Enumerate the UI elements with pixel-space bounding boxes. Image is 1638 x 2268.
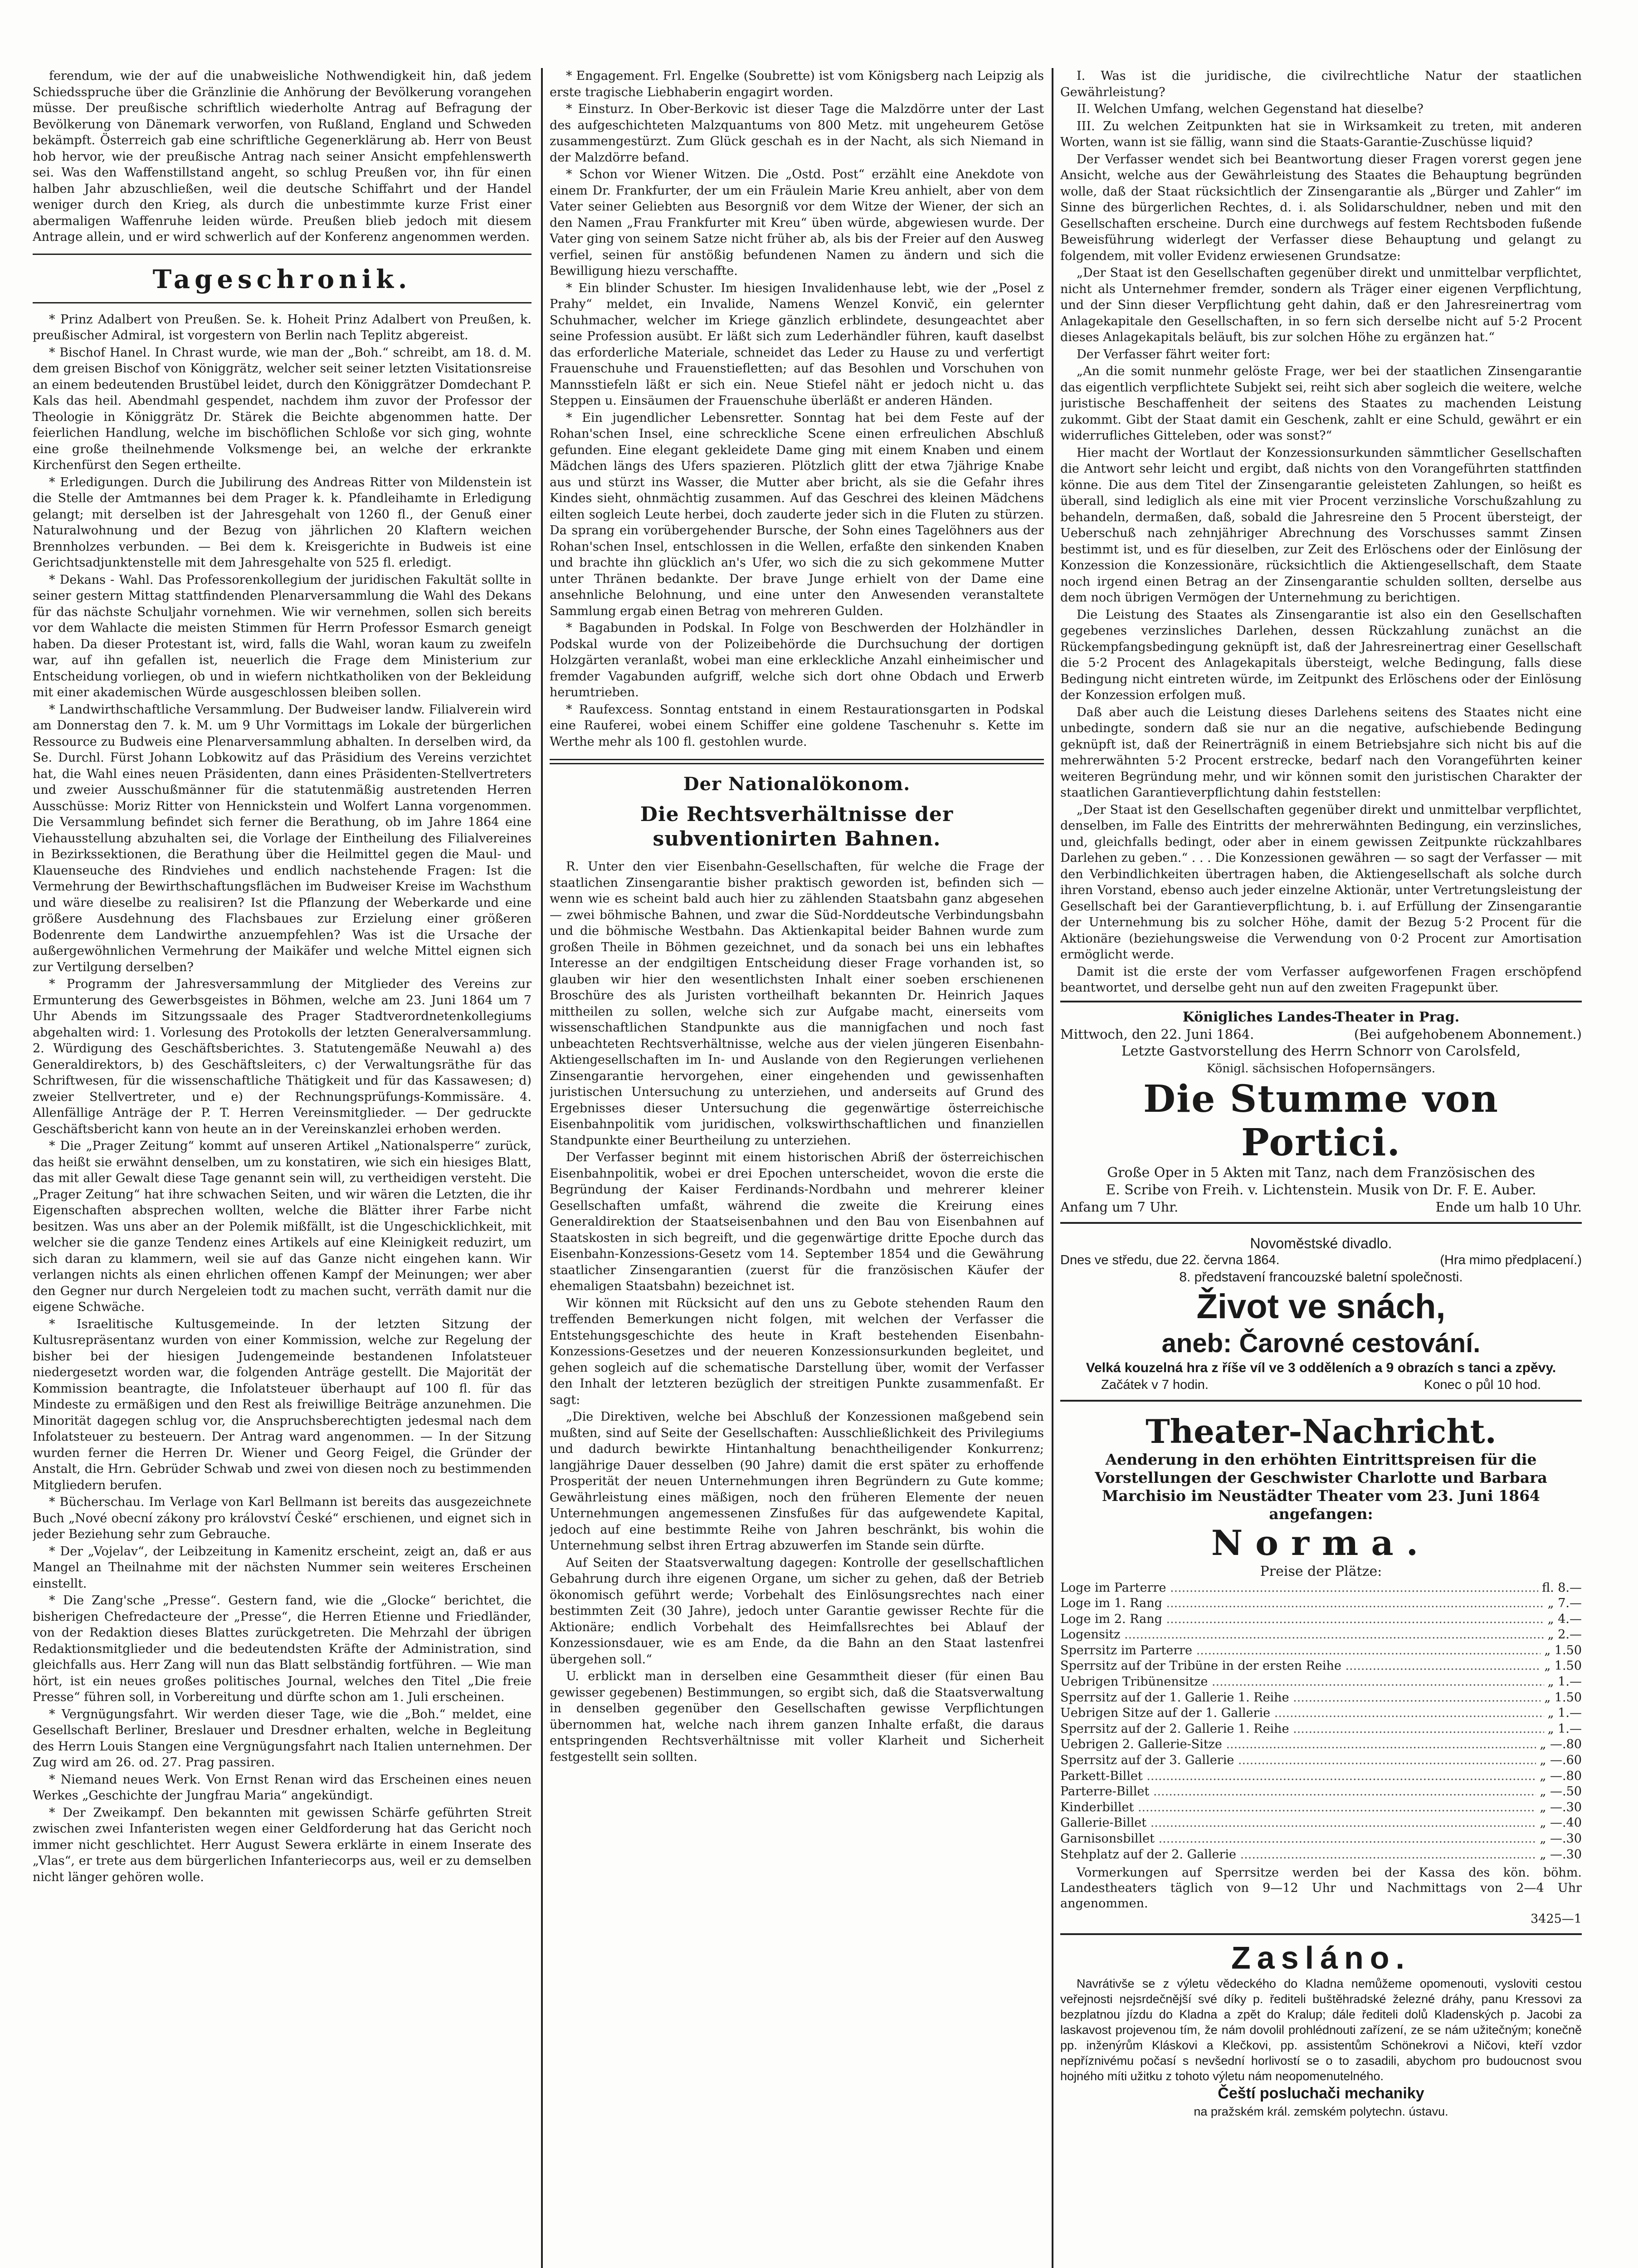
- price-label: Uebrigen Sitze auf der 1. Gallerie .....: [1060, 1706, 1544, 1721]
- article-paragraph: II. Welchen Umfang, welchen Gegenstand hat dieselbe?: [1077, 102, 1424, 116]
- price-value: „ 1.—: [1547, 1721, 1582, 1736]
- news-item: * Ein blinder Schuster. Im hiesigen Invalidenhause lebt, wie der „Posel z Prahy“ meldet, ein Invalide, Namens Wenzel Konvič, ein gelernter Schuhmacher, welcher im Kriege gänzlich erblindete, desungeachtet aber seine Profession ausübt. Er läßt sich zum Lederhändler führen, kauft daselbst das erforderliche Materiale, schneidet das Leder zu Hause zu und verfertigt Frauenschuhe und Frauenstiefletten; auf das Besohlen und Vorschuhen von Mannsstiefeln läßt er sich ein. Neue Stiefel näht er jedoch nicht u. das Steppen u. Einsäumen der Frauenschuhe überläßt er anderen Händen.: [550, 281, 1044, 408]
- column-3: [1060, 68, 1582, 2268]
- column-rule-left: [541, 68, 543, 2268]
- price-value: „ —.30: [1540, 1832, 1582, 1846]
- ad-line: Letzte Gastvorstellung des Herrn Schnorr von Carolsfeld,: [1121, 1043, 1521, 1059]
- price-value: „ 1.50: [1544, 1643, 1582, 1657]
- theater-ad-landestheater: [1060, 1001, 1582, 1224]
- price-value: „ 4.—: [1547, 1612, 1582, 1626]
- article-paragraph: „Der Staat ist den Gesellschaften gegenüber direkt und unmittelbar verpflichtet, denselben, im Falle des Eintritts der mehrerwähnten Bedingung, ein verzinsliches, und, gleichfalls bedingt, oder aber in einem gewissen Zeitpunkte rückzahlbares Darlehen zu geben.“ . . . Die Konzessionen gewähren — so sagt der Verfasser — mit den Verbindlichkeiten übertragen haben, die Aktiengesellschaft als solche durch ihren Vorstand, ebenso auch jeder einzelne Aktionär, unter Vertretungsleistung der Gesellschaft bei der Garantieverpflichtung, b. i. auf Erfüllung der Zinsengarantie der Unternehmung bis zu solcher Höhe, damit der Bezug 5·2 Procent für die Aktionäre (beziehungsweise die Verwendung von 0·2 Procent zur Amortisation ermöglicht werde.: [1060, 802, 1582, 962]
- price-row: [1060, 1612, 1582, 1628]
- price-row: [1060, 1721, 1582, 1737]
- price-label: Sperrsitz auf der Tribüne in der ersten Reihe .....: [1060, 1658, 1540, 1674]
- article-paragraph: Daß aber auch die Leistung dieses Darlehens seitens des Staates nicht eine unbedingte, sondern daß sie nur an die negative, aufschiebende Bedingung geknüpft ist, daß der Reinerträgniß in einem Betriebsjahre sich nicht bis auf die mehrerwähnten 5·2 Procent erstrecke, bedarf nach den Vorangeführten keiner weiteren Begründung mehr, und wir können somit den juristischen Charakter der staatlichen Garantieverpflichtung dahin feststellen:: [1060, 705, 1582, 800]
- news-item: * Niemand neues Werk. Von Ernst Renan wird das Erscheinen eines neuen Werkes „Geschichte der Jungfrau Maria“ angekündigt.: [33, 1772, 531, 1803]
- ad-date-row: [1060, 1026, 1582, 1043]
- column-rule-right: [1052, 68, 1053, 2268]
- price-label: Loge im 2. Rang .....: [1060, 1612, 1544, 1628]
- news-item: * Die „Prager Zeitung“ kommt auf unseren Artikel „Nationalsperre“ zurück, das heißt sie erwähnt denselben, um zu konstatiren, wie sich ein hiesiges Blatt, das mit aller Gewalt diese Tage genannt sein will, zu vertheidigen versteht. Die „Prager Zeitung“ hat ihre schwachen Seiten, und wir wären die Letzten, die ihr Eigenschaften absprechen wollten, welche die Blätter ihrer Farbe nicht besitzen. Was uns aber an der Polemik mißfällt, ist die Ungeschicklichkeit, mit welcher sie die ganze Tendenz eines Artikels auf eine Kleinigkeit reduzirt, um sich daran zu klammern, weil sie auf das Ganze nicht eingehen kann. Wir verlangen nichts als einen ehrlichen offenen Kampf der Meinungen; wer aber den Gegner nur durch Nergeleien todt zu machen sucht, verräth damit nur die eigene Schwäche.: [33, 1139, 531, 1314]
- price-row: [1060, 1784, 1582, 1800]
- ad-heading: Königliches Landes-Theater in Prag.: [1182, 1009, 1460, 1025]
- ad-title: Život ve snách,: [1196, 1287, 1446, 1326]
- price-value: „ —.60: [1540, 1753, 1582, 1768]
- price-value: „ 7.—: [1547, 1596, 1582, 1611]
- ad-subheading: Aenderung in den erhöhten Eintrittspreisen für die Vorstellungen der Geschwister Charlotte und Barbara Marchisio im Neustädter Theater vom 23. Juni 1864 angefangen:: [1095, 1450, 1547, 1523]
- price-value: „ —.30: [1540, 1847, 1582, 1862]
- price-row: [1060, 1706, 1582, 1721]
- article-paragraph: „Die Direktiven, welche bei Abschluß der Konzessionen maßgebend sein mußten, sind auf Seite der Gesellschaften: Ausschließlichkeit des Privilegiums und dadurch bewirkte Hintanhaltung benachtheiligender Konkurrenz; langjährige Dauer desselben (90 Jahre) damit die erst später zu erhoffende Prosperität der neuen Unternehmungen ihren Begründern zu Gute komme; Gewährleistung eines mäßigen, noch den früheren Elemente der neuen Unternehmungen angemessenen Zinsfußes für das aufgewendete Kapital, jedoch auf eine bestimmte Reihe von Jahren beschränkt, bis wohin die Unternehmung selbst ihren Ertrag abzuwerfen im Stande sein dürfte.: [550, 1410, 1044, 1553]
- news-item: * Schon vor Wiener Witzen. Die „Ostd. Post“ erzählt eine Anekdote von einem Dr. Frankfurter, der um ein Fräulein Marie Kreu anhielt, aber von dem Vater seiner Geliebten aus Besorgniß vor dem Witze der Wiener, der sich an den Namen „Frau Frankfurter mit Kreu“ üben würde, abgewiesen wurde. Der Vater ging von seinem Satze nicht früher ab, als bis der Freier auf den Ausweg verfiel, seinen für anstößig befundenen Namen zu ändern und sich die Bewilligung hiezu verschaffte.: [550, 167, 1044, 278]
- price-row: [1060, 1580, 1582, 1596]
- ad-note: Vormerkungen auf Sperrsitze werden bei der Kassa des kön. böhm. Landestheaters täglich von 9—12 Uhr und Nachmittags von 2—4 Uhr angenommen.: [1060, 1866, 1582, 1911]
- price-value: „ 1.—: [1547, 1706, 1582, 1721]
- ad-desc: Große Oper in 5 Akten mit Tanz, nach dem Französischen des: [1107, 1164, 1535, 1181]
- price-label: Gallerie-Billet .....: [1060, 1815, 1536, 1831]
- ad-heading: Theater-Nachricht.: [1146, 1412, 1497, 1451]
- price-value: „ —.50: [1540, 1784, 1582, 1799]
- news-item: * Prinz Adalbert von Preußen. Se. k. Hoheit Prinz Adalbert von Preußen, k. preußischer Admiral, ist vorgestern von Berlin nach Teplitz abgereist.: [33, 312, 531, 342]
- price-row: [1060, 1753, 1582, 1769]
- news-item: * Bischof Hanel. In Chrast wurde, wie man der „Boh.“ schreibt, am 18. d. M. dem greisen Bischof von Königgrätz, welcher seit seiner letzten Visitationsreise an einem bedeutenden Brustübel leidet, durch den Königgrätzer Domdechant P. Kals das heil. Abendmahl gespendet, nachdem ihm zuvor der Professor der Theologie in Königgrätz Dr. Stärek die Beichte abgenommen hatte. Der feierlichen Handlung, welche im bischöflichen Schloße vor sich ging, wohnte eine große theilnehmende Volksmenge bei, an welche der erkrankte Kirchenfürst den Segen ertheilte.: [33, 345, 531, 472]
- news-item: * Einsturz. In Ober-Berkovic ist dieser Tage die Malzdörre unter der Last des aufgeschichteten Malzquantums von 800 Metz. mit ungeheurem Getöse zusammengestürzt. Zum Glück geschah es in der Nacht, als sich Niemand in der Malzdörre befand.: [550, 102, 1044, 165]
- price-row: [1060, 1596, 1582, 1612]
- notice-signature-sub: na pražském král. zemském polytechn. ústavu.: [1194, 2105, 1448, 2119]
- notice-text: Navrátivše se z výletu vědeckého do Kladna nemůžeme opomenouti, vysloviti cestou veřejnosti nejsrdečnější své díky p. řediteli buštěhradské železné dráhy, panu Kressovi za bezplatnou jízdu do Kladna a zpět do Kralup; dále řediteli dolů Kladenských p. Jacobi za laskavost projevenou tím, že nám dovolil prohlédnouti zařízení, ze se nám užitečným; konečně pp. inženýrům Kláskovi a Klečkovi, pp. assistentům Schönekrovi a Ničovi, kteří vzdor nepříznivému počasí s nevšední horlivostí se o to zasadili, abychom pro budoucnost svou hojného míti užitku z tohoto výletu nám neopomenutelného.: [1060, 1977, 1582, 2083]
- ad-desc: E. Scribe von Freih. v. Lichtenstein. Musik von Dr. F. E. Auber.: [1106, 1182, 1536, 1198]
- news-item: * Vergnügungsfahrt. Wir werden dieser Tage, wie die „Boh.“ meldet, eine Gesellschaft Berliner, Breslauer und Dresdner erhalten, welche in Begleitung des Herrn Louis Stangen eine Vergnügungsfahrt nach Italien unternehmen. Der Zug wird am 26. od. 27. Prag passiren.: [33, 1707, 531, 1769]
- divider: [33, 302, 531, 303]
- news-item: * Israelitische Kultusgemeinde. In der letzten Sitzung der Kultusrepräsentanz wurden von einer Kommission, welche zur Regelung der bisher bei der hiesigen Judengemeinde bestandenen Infolatsteuer niedergesetzt worden war, die folgenden Anträge gestellt. Die Majorität der Kommission beantragte, die Infolatsteuer überhaupt auf 100 fl. für das Mindeste zu ermäßigen und den Rest als freiwillige Beiträge anzunehmen. Die Minorität dagegen schlug vor, die Anspruchsberechtigten jedesmal nach dem Infolatsteuer zu besteuern. Der Antrag ward angenommen. — In der Sitzung wurden ferner die Herren Dr. Wiener und Georg Feigel, die Gründer der Anstalt, die Hrn. Gebrüder Schwab und zwei von diesen noch zu bestimmenden Mitgliedern berufen.: [33, 1317, 531, 1492]
- article-paragraph: „Der Staat ist den Gesellschaften gegenüber direkt und unmittelbar verpflichtet, nicht als Unternehmer fremder, sondern als Träger einer eigenen Verpflichtung, und der Sinn dieser Verpflichtung geht dahin, daß er den Jahresreinertrag vom Anlagekapitale den Gesellschaften, in so fern sich derselbe nicht auf 5·2 Procent dieses Anlagekapitals beläuft, bis zur solchen Höhe zu ergänzen hat.“: [1060, 266, 1582, 344]
- price-value: „ —.80: [1540, 1769, 1582, 1783]
- ad-line: 8. představení francouzské baletní společnosti.: [1179, 1269, 1463, 1285]
- news-item: * Landwirthschaftliche Versammlung. Der Budweiser landw. Filialverein wird am Donnerstag den 7. k. M. um 9 Uhr Vormittags im Lokale der bürgerlichen Ressource zu Budweis eine Plenarversammlung abhalten. In derselben wird, da Se. Durchl. Fürst Johann Lobkowitz auf das Präsidium des Vereins verzichtet hat, die Wahl eines neuen Präsidenten, dann eines Präsidenten-Stellvertreters und zweier Ausschußmänner für die statutenmäßig austretenden Herren Ausschüsse: Moriz Ritter von Hennickstein und Wolfert Lanna vorgenommen. Die Versammlung befindet sich ferner die Berathung, ob im Jahre 1864 eine Viehausstellung abzuhalten sei, die Vorlage der Eintheilung des Filialvereines in Bezirkssektionen, die Berathung über die Heilmittel gegen die Maul- und Klauenseuche des Rindviehes und endlich nachstehende Fragen: Ist die Vermehrung der Bewirthschaftungsflächen im Budweiser Kreise im Wachsthum und wäre dieselbe zu realisiren? Ist die Pflanzung der Weberkarde und eine größere Ausdehnung des Flachsbaues zur Erzielung einer größeren Bodenrente dem Landwirthe anzuempfehlen? Was ist die Ursache der außergewöhnlichen Vermehrung der Maikäfer und welche Mittel eignen sich zur Vertilgung derselben?: [33, 702, 531, 974]
- news-item: * Erledigungen. Durch die Jubilirung des Andreas Ritter von Mildenstein ist die Stelle der Amtmannes bei dem Prager k. k. Pfandleihamte in Erledigung gelangt; mit derselben ist der Jahresgehalt von 1260 fl., der Genuß einer Naturalwohnung und der Bezug von jährlichen 20 Klaftern weichen Brennholzes verbunden. — Bei dem k. Kreisgerichte in Budweis ist eine Gerichtsadjunktenstelle mit dem Jahresgehalte von 525 fl. erledigt.: [33, 475, 531, 570]
- news-item: * Bücherschau. Im Verlage von Karl Bellmann ist bereits das ausgezeichnete Buch „Nové obecní zákony pro království České“ erschienen, und eignet sich in jeder Beziehung sehr zum Gebrauche.: [33, 1495, 531, 1541]
- news-item: * Engagement. Frl. Engelke (Soubrette) ist vom Königsberg nach Leipzig als erste tragische Liebhaberin engagirt worden.: [550, 69, 1044, 99]
- price-row: [1060, 1769, 1582, 1784]
- theater-ad-nachricht: [1060, 1406, 1582, 1936]
- price-row: [1060, 1847, 1582, 1863]
- price-row: [1060, 1815, 1582, 1831]
- column-1: [33, 68, 531, 2268]
- ad-date: Mittwoch, den 22. Juni 1864.: [1060, 1026, 1254, 1042]
- ad-end-time: Konec o půl 10 hod.: [1424, 1377, 1541, 1392]
- ad-end-time: Ende um halb 10 Uhr.: [1435, 1199, 1582, 1215]
- article-paragraph: Der Verfasser beginnt mit einem historischen Abriß der österreichischen Eisenbahnpolitik, wobei er drei Epochen unterscheidet, wovon die erste die Begründung der Kaiser Ferdinands-Nordbahn und mehrerer kleiner Gesellschaften umfaßt, während die zweite die Kreirung eines Generaldirektion der Staatseisenbahnen und den Bau von Eisenbahnen auf Staatskosten in sich begreift, und die gegenwärtige dritte Epoche durch das Eisenbahn-Konzessions-Gesetz vom 14. September 1854 und die Gewährung staatlicher Zinsengarantien (zuerst für die französischen Käufer der ehemaligen Staatsbahn) bezeichnet ist.: [550, 1150, 1044, 1293]
- ad-note: (Bei aufgehobenem Abonnement.): [1354, 1026, 1582, 1042]
- price-label: Uebrigen 2. Gallerie-Sitze .....: [1060, 1737, 1536, 1753]
- article-paragraph: I. Was ist die juridische, die civilrechtliche Natur der staatlichen Gewährleistung?: [1060, 69, 1582, 99]
- price-label: Sperrsitz auf der 1. Gallerie 1. Reihe .....: [1060, 1690, 1540, 1706]
- news-item: * Die Zang'sche „Presse“. Gestern fand, wie die „Glocke“ berichtet, die bisherigen Chefredacteure der „Presse“, die Herren Etienne und Friedländer, von der Redaktion dieses Blattes zurückgetreten. Die Mehrzahl der übrigen Redaktionsmitglieder und die bedeutendsten Kräfte der Administration, sind gleichfalls aus. Herr Zang will nun das Blatt selbständig fortführen. — Wie man hört, ist ein neues großes politisches Journal, welches den Titel „Die freie Presse“ führen soll, in Vorbereitung und dürfte schon am 1. Juli erscheinen.: [33, 1593, 531, 1704]
- news-item: * Der „Vojelav“, der Leibzeitung in Kamenitz erscheint, zeigt an, daß er aus Mangel an Theilnahme mit der nächsten Nummer sein weiteres Erscheinen einstellt.: [33, 1544, 531, 1591]
- price-label: Parterre-Billet .....: [1060, 1784, 1536, 1800]
- news-item: * Bagabunden in Podskal. In Folge von Beschwerden der Holzhändler in Podskal wurde von der Polizeibehörde die Durchsuchung der dortigen Holzgärten veranlaßt, wobei man eine erkleckliche Anzahl einheimischer und fremder Vagabunden aufgriff, welche sich dort ohne Obdach und Erwerb herumtrieben.: [550, 621, 1044, 699]
- ad-line: Königl. sächsischen Hofopernsängers.: [1206, 1061, 1436, 1075]
- ad-subtitle: aneb: Čarovné cestování.: [1161, 1328, 1481, 1358]
- price-label: Stehplatz auf der 2. Gallerie .....: [1060, 1847, 1536, 1863]
- notice-zaslano: [1060, 1940, 1582, 2120]
- price-label: Logensitz .....: [1060, 1627, 1544, 1643]
- price-row: [1060, 1627, 1582, 1643]
- section-title-nationaloekonom: Der Nationalökonom.: [683, 773, 911, 795]
- column-2: [550, 68, 1044, 2268]
- ad-title: Norma.: [1211, 1522, 1431, 1563]
- ad-note: (Hra mimo předplacení.): [1440, 1252, 1582, 1267]
- notice-signature: Čeští posluchači mechaniky: [1218, 2085, 1424, 2102]
- article-paragraph: Der Verfasser fährt weiter fort:: [1077, 347, 1271, 362]
- article-paragraph: U. erblickt man in derselben eine Gesammtheit dieser (für einen Bau gewisser gegebenen) Bestimmungen, so ergibt sich, daß die Staatsverwaltung in denselben gegenüber den Gesellschaften gewisse Verpflichtungen übernommen hat, welche nach ihrem ganzen Inhalte erfaßt, die daraus entspringenden Rechtsverhältnisse mit voller Klarheit und Sicherheit festgestellt sein sollten.: [550, 1669, 1044, 1764]
- price-value: fl. 8.—: [1542, 1580, 1582, 1595]
- divider: [550, 759, 1044, 764]
- price-value: „ —.30: [1540, 1800, 1582, 1814]
- article-paragraph: Hier macht der Wortlaut der Konzessionsurkunden sämmtlicher Gesellschaften die Antwort sehr leicht und ergibt, daß nichts von den Vorangeführten stattfinden könne. Die aus dem Titel der Zinsengarantie geleisteten Zahlungen, so heißt es überall, sind lediglich als eine mit vier Procent verzinsliche Vorschußzahlung zu behandeln, dermaßen, daß, sobald die Jahresreine den 5 Procent übersteigt, der Ueberschuß nach zehnjähriger Abrechnung des Vorschusses sammt Zinsen bestimmt ist, und es für dieselben, zur Zeit des Erlöschens oder der Einlösung der Konzession die Konzessionäre, rücksichtlich die Aktiengesellschaft, dem Staate noch irgend einen Betrag an der Zinsengarantie schulden sollten, derselbe aus dem noch übrigen Vermögen der Unternehmung zu berichtigen.: [1060, 445, 1582, 605]
- news-item: * Der Zweikampf. Den bekannten mit gewissen Schärfe geführten Streit zwischen zwei Infanteristen wegen einer Geldforderung hat das Gericht noch immer nicht geschlichtet. Herr August Sewera erklärte in einem Inserate des „Vlas“, er trete aus dem bürgerlichen Infanteriecorps aus, weil er zu demselben nicht länger gehören wolle.: [33, 1805, 531, 1884]
- news-item: * Dekans - Wahl. Das Professorenkollegium der juridischen Fakultät sollte in seiner gestern Mittag stattfindenden Plenarversammlung die Wahl des Dekans für das nächste Schuljahr vornehmen. Wie wir vernehmen, sollen sich bereits vor dem Wahlacte die meisten Stimmen für Herrn Professor Esmarch geneigt haben. Da dieser Protestant ist, wird, falls die Wahl, woran kaum zu zweifeln war, auf ihn gefallen ist, neuerlich die Frage dem Ministerium zur Entscheidung vorliegen, ob und in wiefern nichtkatholiken von der Bekleidung mit einer akademischen Würde ausgeschlossen bleiben sollen.: [33, 572, 531, 699]
- article-paragraph: Der Verfasser wendet sich bei Beantwortung dieser Fragen vorerst gegen jene Ansicht, welche aus der Gewährleistung des Staates die Behauptung begründen wolle, daß der Staat rücksichtlich der Zinsengarantie als „Bürger und Zahler“ im Sinne des bürgerlichen Rechtes, d. i. als Solidarschuldner, neben und mit den Gesellschaften erscheine. Durch eine durchwegs auf festem Rechtsboden fußende Beweisführung widerlegt der Verfasser diese Behauptung und gelangt zu folgendem, mit voller Evidenz erwiesenen Grundsatze:: [1060, 152, 1582, 263]
- price-value: „ 1.—: [1547, 1675, 1582, 1689]
- news-item: * Raufexcess. Sonntag entstand in einem Restaurationsgarten in Podskal eine Rauferei, wobei einem Schiffer eine goldene Taschenuhr s. Kette im Werthe mehr als 100 fl. gestohlen wurde.: [550, 702, 1044, 749]
- price-list: [1060, 1580, 1582, 1863]
- price-value: „ 2.—: [1547, 1628, 1582, 1642]
- price-row: [1060, 1831, 1582, 1847]
- article-paragraph: Damit ist die erste der vom Verfasser aufgeworfenen Fragen erschöpfend beantwortet, und derselbe geht nun auf den zweiten Fragepunkt über.: [1060, 964, 1582, 995]
- news-item: * Programm der Jahresversammlung der Mitglieder des Vereins zur Ermunterung des Gewerbsgeistes in Böhmen, welche am 23. Juni 1864 um 7 Uhr Abends im Sitzungssaale des Prager Stadtverordnetenkollegiums abgehalten wird: 1. Vorlesung des Protokolls der letzten Generalversammlung. 2. Würdigung des Geschäftsberichtes. 3. Statutengemäße Neuwahl a) des Generaldirektors, b) des Geschäftsleiters, c) der Verwaltungsräthe für das Schriftwesen, für die wissenschaftliche Thätigkeit und für das Kassawesen; d) zweier Stellvertreter, und e) der Rechnungsprüfungs-Kommissäre. 4. Allenfällige Anträge der P. T. Herren Vereinsmitglieder. — Der gedruckte Geschäftsbericht kann von heute an in der Vereinskanzlei erhoben werden.: [33, 977, 531, 1136]
- price-value: „ 1.50: [1544, 1659, 1582, 1673]
- price-value: „ —.40: [1540, 1816, 1582, 1830]
- ad-reference: 3425—1: [1531, 1912, 1582, 1926]
- price-label: Sperrsitz im Parterre .....: [1060, 1643, 1540, 1659]
- price-label: Loge im 1. Rang .....: [1060, 1596, 1544, 1612]
- news-item: * Ein jugendlicher Lebensretter. Sonntag hat bei dem Feste auf der Rohan'schen Insel, eine schreckliche Scene einen erfreulichen Abschluß gefunden. Eine elegant gekleidete Dame ging mit einem Knaben und einem Mädchen längs des Ufers spazieren. Plötzlich glitt der etwa 7jährige Knabe aus und stürzt ins Wasser, die Mutter aber bricht, als sie die Gefahr ihres Kindes sieht, ohnmächtig zusammen. Auf das Geschrei des kleinen Mädchens eilten sogleich Leute herbei, doch zauderte jeder sich in die Fluten zu stürzen. Da sprang ein vorübergehender Bursche, der Sohn eines Tagelöhners aus der Rohan'schen Insel, entschlossen in die Wellen, erfaßte den sinkenden Knaben und brachte ihn glücklich an's Ufer, wo sich die zu sich gekommene Mutter unter Thränen bedankte. Der brave Junge erhielt von der Dame eine ansehnliche Belohnung, und eine unter den Anwesenden veranstaltete Sammlung ergab einen Betrag von mehreren Gulden.: [550, 411, 1044, 618]
- divider: [33, 254, 531, 255]
- price-list-heading: Preise der Plätze:: [1260, 1563, 1382, 1579]
- price-label: Garnisonsbillet .....: [1060, 1831, 1536, 1847]
- article-paragraph: „An die somit nunmehr gelöste Frage, wer bei der staatlichen Zinsengarantie das eigentlich verpflichtete Subjekt sei, reiht sich aber sogleich die weitere, welche juristische Beschaffenheit der seitens des Staates zu machenden Leistung zukommt. Gibt der Staat damit ein Geschenk, zahlt er eine Schuld, gewährt er ein widerrufliches Gitteleben, oder was sonst?“: [1060, 364, 1582, 443]
- article-paragraph: Wir können mit Rücksicht auf den uns zu Gebote stehenden Raum den treffenden Bemerkungen nicht folgen, mit welchen der Verfasser die Entstehungsgeschichte des heute in Kraft bestehenden Eisenbahn-Konzessions-Gesetzes und der neueren Konzessionsurkunden begleitet, und gehen sogleich auf die schematische Darstellung über, womit der Verfasser den Inhalt der letzteren bezüglich der streitigen Punkte zusammenfaßt. Er sagt:: [550, 1296, 1044, 1407]
- article-intro: ferendum, wie der auf die unabweisliche Nothwendigkeit hin, daß jedem Schiedsspruche über die Gränzlinie die Anhörung der Bevölkerung vorangehen müsse. Der preußische schriftlich wiederholte Antrag auf Befragung der Bevölkerung von Dänemark verworfen, von Rußland, England und Schweden bekämpft. Österreich gab eine schriftliche Gegenerklärung ab. Herr von Beust hob hervor, wie der preußische Antrag nach seiner Ansicht empfehlenswerth sei. Was den Waffenstillstand angeht, so schlug Preußen vor, ihn für einen halben Jahr abzuschließen, weil die deutsche Schiffahrt und der Handel weniger durch den Krieg, als durch die unbestimmte kurze Frist einer abermaligen Waffenruhe leiden würde. Preußen blieb jedoch mit diesem Antrage allein, und er wird schwerlich auf der Konferenz angenommen werden.: [33, 69, 531, 244]
- price-row: [1060, 1658, 1582, 1674]
- price-row: [1060, 1643, 1582, 1659]
- price-row: [1060, 1690, 1582, 1706]
- price-row: [1060, 1674, 1582, 1690]
- ad-times-row: [1060, 1199, 1582, 1216]
- price-label: Uebrigen Tribünensitze .....: [1060, 1674, 1544, 1690]
- section-title-tageschronik: Tageschronik.: [152, 264, 412, 294]
- article-title: Die Rechtsverhältnisse der subventionirten Bahnen.: [640, 803, 954, 850]
- article-paragraph: Auf Seiten der Staatsverwaltung dagegen: Kontrolle der gesellschaftlichen Gebahrung durch ihre eigenen Organe, um sicher zu gehen, daß der Betrieb ökonomisch geführt werde; Vorbehalt des Einlösungsrechtes nach einer bestimmten Zeit (30 Jahre), jedoch unter Garantie gewisser Rechte für die Aktionäre; endlich Vorbehalt des Heimfallsrechtes bei Ablauf der Konzessionsdauer, wie es am Ende, da die Bahn an den Staat lastenfrei übergehen soll.“: [550, 1555, 1044, 1667]
- price-value: „ —.80: [1540, 1737, 1582, 1752]
- ad-times-row: [1060, 1377, 1582, 1393]
- article-paragraph: Die Leistung des Staates als Zinsengarantie ist also ein den Gesellschaften gegebenes verzinsliches Darlehen, dessen Rückzahlung zunächst an die Rückempfangsbedingung geknüpft ist, daß der Jahresreinertrag einer Gesellschaft die 5·2 Procent des Anlagekapitals übersteigt, welche Bedingung, falls diese Bedingung nicht eintreten würde, im Zeitpunkt des Erlöschens oder der Einlösung der Konzession erfolgen muß.: [1060, 607, 1582, 702]
- ad-date: Dnes ve středu, due 22. června 1864.: [1060, 1252, 1280, 1267]
- article-paragraph: III. Zu welchen Zeitpunkten hat sie in Wirksamkeit zu treten, mit anderen Worten, wann ist sie fällig, wann sind die Staats-Garantie-Zuschüsse liquid?: [1060, 119, 1582, 149]
- price-row: [1060, 1737, 1582, 1753]
- price-label: Sperrsitz auf der 3. Gallerie .....: [1060, 1753, 1536, 1769]
- price-label: Sperrsitz auf der 2. Gallerie 1. Reihe .....: [1060, 1721, 1544, 1737]
- ad-desc: Velká kouzelná hra z říše víl ve 3 odděleních a 9 obrazích s tanci a zpěvy.: [1086, 1360, 1556, 1375]
- ad-start-time: Anfang um 7 Uhr.: [1060, 1199, 1179, 1215]
- theater-ad-novomestske: [1060, 1228, 1582, 1402]
- ad-heading: Novoměstské divadlo.: [1250, 1235, 1392, 1251]
- ad-start-time: Začátek v 7 hodin.: [1101, 1377, 1209, 1392]
- price-value: „ 1.50: [1544, 1690, 1582, 1705]
- price-row: [1060, 1800, 1582, 1816]
- price-label: Kinderbillet .....: [1060, 1800, 1536, 1816]
- price-label: Parkett-Billet .....: [1060, 1769, 1536, 1784]
- ad-date-row: [1060, 1252, 1582, 1269]
- article-paragraph: R. Unter den vier Eisenbahn-Gesellschaften, für welche die Frage der staatlichen Zinsengarantie bisher praktisch geworden ist, befinden sich — wenn wie es scheint bald auch hier zu zählenden Staatsbahn ganz abgesehen — zwei böhmische Bahnen, und zwar die Süd-Norddeutsche Verbindungsbahn und die böhmische Westbahn. Das Aktienkapital beider Bahnen wurde zum großen Theile in Böhmen gezeichnet, und da sonach bei uns ein lebhaftes Interesse an der endgiltigen Entscheidung dieser Frage vorhanden ist, so glauben wir hier den wesentlichsten Inhalt einer soeben erschienenen Broschüre des als Juristen vortheilhaft bekannten Dr. Heinrich Jaques mittheilen zu sollen, welche sich zur Aufgabe macht, einerseits vom wissenschaftlichen Standpunkte aus die mannigfachen und noch fast unbeachteten Rechtsverhältnisse, welche aus der vielen jüngeren Eisenbahn-Aktiengesellschaften im In- und Auslande von den Regierungen verliehenen Zinsengarantie hervorgehen, einer eingehenden und gewissenhaften juristischen Untersuchung zu unterziehen, und anderseits auf Grund des Ergebnisses dieser Untersuchung die gegenwärtige österreichische Eisenbahnpolitik vom juridischen, volkswirthschaftlichen und finanziellen Standpunkte einer Beurtheilung zu unterziehen.: [550, 860, 1044, 1148]
- ad-title: Die Stumme von Portici.: [1143, 1077, 1499, 1164]
- notice-heading: Zasláno.: [1231, 1940, 1411, 1976]
- price-label: Loge im Parterre .....: [1060, 1580, 1538, 1596]
